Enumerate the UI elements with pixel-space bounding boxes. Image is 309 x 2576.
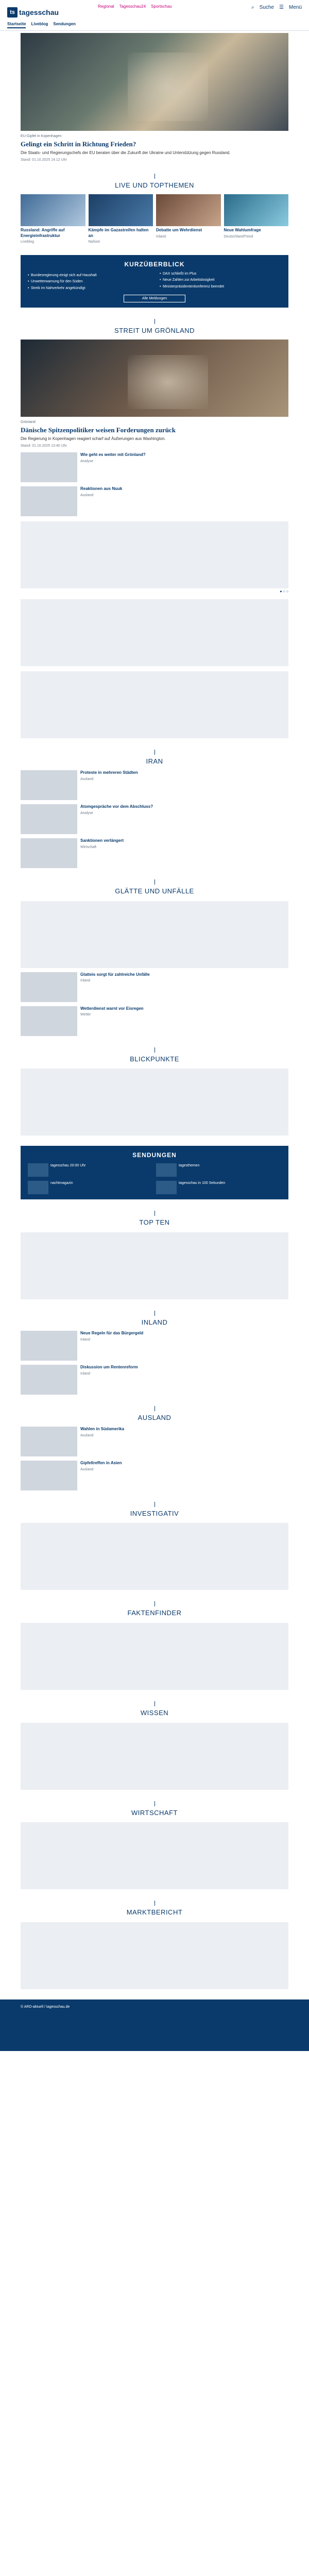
list-title[interactable]: Wetterdienst warnt vor Eisregen <box>80 1006 144 1011</box>
sendung-thumb[interactable] <box>156 1163 177 1177</box>
header-link[interactable]: Regional <box>98 4 114 9</box>
media-placeholder <box>21 1232 288 1299</box>
list-thumb[interactable] <box>21 1427 77 1456</box>
sendung-thumb[interactable] <box>28 1181 48 1194</box>
sendung-label[interactable]: tagesschau 20:00 Uhr <box>50 1164 86 1168</box>
section-title: INVESTIGATIV <box>21 1502 288 1518</box>
section-title: GLÄTTE UND UNFÄLLE <box>21 879 288 896</box>
site-footer <box>0 1999 309 2051</box>
sendung-card[interactable] <box>156 1163 281 1177</box>
hero-topline: EU-Gipfel in Kopenhagen <box>21 134 62 138</box>
media-placeholder <box>21 1723 288 1790</box>
section-teaser: Die Regierung in Kopenhagen reagiert scharf auf Äußerungen aus Washington. <box>21 436 166 441</box>
nav-item[interactable]: Sendungen <box>53 22 76 26</box>
section-image[interactable] <box>21 340 288 417</box>
sendungen-box <box>21 1146 288 1199</box>
list-title[interactable]: Wahlen in Südamerika <box>80 1426 125 1431</box>
list-title[interactable]: Glatteis sorgt für zahlreiche Unfälle <box>80 972 150 977</box>
sendung-label[interactable]: tagesthemen <box>179 1164 200 1168</box>
list-meta: Inland <box>80 1338 91 1342</box>
menu-icon[interactable]: ☰ <box>279 5 284 10</box>
card-title[interactable]: Russland: Angriffe auf Energieinfrastruktur <box>21 227 65 238</box>
sendung-card[interactable] <box>28 1181 153 1194</box>
media-placeholder <box>21 1623 288 1690</box>
card-image[interactable] <box>156 194 221 226</box>
section-topline: Grönland <box>21 420 36 424</box>
media-placeholder <box>21 671 288 738</box>
header-link[interactable]: Sportschau <box>151 4 172 9</box>
section-title: MARKTBERICHT <box>21 1901 288 1917</box>
media-placeholder <box>21 901 288 968</box>
card-title[interactable]: Kämpfe im Gazastreifen halten an <box>88 227 149 238</box>
header-link[interactable]: Tagesschau24 <box>119 4 146 9</box>
media-placeholder <box>21 1822 288 1889</box>
list-title[interactable]: Neue Regeln für das Bürgergeld <box>80 1331 144 1336</box>
list-meta: Inland <box>80 1372 91 1376</box>
kurz-item[interactable]: • Streik im Nahverkehr angekündigt <box>28 286 149 291</box>
list-item[interactable] <box>21 804 288 834</box>
site-header <box>0 0 309 31</box>
box-title: KURZÜBERBLICK <box>124 260 185 268</box>
list-item[interactable] <box>21 452 288 482</box>
section-title: TOP TEN <box>21 1211 288 1227</box>
list-item[interactable] <box>21 1331 288 1361</box>
list-thumb[interactable] <box>21 452 77 482</box>
nav-item[interactable]: Startseite <box>7 22 26 28</box>
top-card[interactable] <box>224 194 289 245</box>
list-meta: Wetter <box>80 1013 91 1017</box>
kurz-item[interactable]: • Unwetterwarnung für den Süden <box>28 279 149 284</box>
logo-mark: ts <box>7 7 18 18</box>
section-headline[interactable]: Dänische Spitzenpolitiker weisen Forderungen zurück <box>21 426 176 434</box>
list-item[interactable] <box>21 770 288 800</box>
list-thumb[interactable] <box>21 838 77 868</box>
list-item[interactable] <box>21 1427 288 1456</box>
list-item[interactable] <box>21 486 288 516</box>
list-item[interactable] <box>21 1365 288 1395</box>
list-thumb[interactable] <box>21 972 77 1002</box>
list-item[interactable] <box>21 838 288 868</box>
card-meta: Inland <box>156 234 166 239</box>
sendung-thumb[interactable] <box>28 1163 48 1177</box>
kurz-item[interactable]: • DAX schließt im Plus <box>160 272 281 276</box>
section-title: AUSLAND <box>21 1406 288 1422</box>
hero-teaser[interactable] <box>21 33 288 162</box>
top-card[interactable] <box>89 194 153 245</box>
list-title[interactable]: Diskussion um Rentenreform <box>80 1365 138 1370</box>
card-title[interactable]: Neue Wahlumfrage <box>224 227 261 232</box>
box-title: SENDUNGEN <box>132 1151 177 1159</box>
section-hero[interactable] <box>21 340 288 448</box>
list-title[interactable]: Gipfeltreffen in Asien <box>80 1460 122 1465</box>
list-meta: Ausland <box>80 777 94 781</box>
header-icons <box>251 4 302 11</box>
list-thumb[interactable] <box>21 1365 77 1395</box>
card-image[interactable] <box>224 194 289 226</box>
list-item[interactable] <box>21 1461 288 1490</box>
media-placeholder <box>21 521 288 588</box>
list-thumb[interactable] <box>21 1006 77 1036</box>
sendung-thumb[interactable] <box>156 1181 177 1194</box>
hero-image[interactable] <box>21 33 288 131</box>
card-meta: DeutschlandTrend <box>224 234 253 239</box>
section-title: IRAN <box>21 750 288 766</box>
hero-meta: Stand: 01.10.2025 14:12 Uhr <box>21 158 67 162</box>
list-thumb[interactable] <box>21 1461 77 1490</box>
list-thumb[interactable] <box>21 804 77 834</box>
kurz-list <box>28 272 281 292</box>
list-meta: Ausland <box>80 493 94 497</box>
carousel-dots[interactable]: ● ○ ○ <box>280 590 288 594</box>
list-item[interactable] <box>21 1006 288 1036</box>
header-links <box>98 4 172 10</box>
section-title: LIVE UND TOPTHEMEN <box>21 174 288 190</box>
list-thumb[interactable] <box>21 770 77 800</box>
list-meta: Inland <box>80 979 91 983</box>
sendung-label[interactable]: tagesschau in 100 Sekunden <box>179 1181 226 1185</box>
section-title: WISSEN <box>21 1701 288 1718</box>
list-meta: Analyse <box>80 811 93 815</box>
list-title[interactable]: Wie geht es weiter mit Grönland? <box>80 452 146 457</box>
kurz-item[interactable]: • Bundesregierung einigt sich auf Haushalt <box>28 273 149 278</box>
section-meta: Stand: 01.10.2025 13:40 Uhr <box>21 444 67 448</box>
top-card[interactable] <box>156 194 221 245</box>
top-card[interactable] <box>21 194 85 245</box>
kurzueberblick-box <box>21 255 288 308</box>
card-meta: Liveblog <box>21 240 35 244</box>
menu-label[interactable]: Menü <box>288 5 302 10</box>
media-placeholder <box>21 1523 288 1590</box>
list-title[interactable]: Proteste in mehreren Städten <box>80 770 138 775</box>
nav-item[interactable]: Liveblog <box>31 22 48 26</box>
sendung-card[interactable] <box>28 1163 153 1177</box>
footer-text: © ARD-aktuell / tagesschau.de <box>21 2005 70 2009</box>
hero-teaser-text: Die Staats- und Regierungschefs der EU beraten über die Zukunft der Ukraine und Unterstützung gegen Russland. <box>21 150 231 155</box>
list-title[interactable]: Reaktionen aus Nuuk <box>80 486 123 491</box>
list-item[interactable] <box>21 972 288 1002</box>
card-image[interactable] <box>89 194 153 226</box>
search-icon[interactable]: ⌕ <box>251 5 254 10</box>
section-title: STREIT UM GRÖNLAND <box>21 319 288 335</box>
list-meta: Ausland <box>80 1467 94 1471</box>
kurz-item[interactable]: • Ministerpräsidentenkonferenz beendet <box>160 284 281 289</box>
list-title[interactable]: Atomgespräche vor dem Abschluss? <box>80 804 153 809</box>
media-placeholder <box>21 1069 288 1136</box>
sendung-label[interactable]: nachtmagazin <box>50 1181 73 1185</box>
card-title[interactable]: Debatte um Wehrdienst <box>156 227 202 232</box>
list-title[interactable]: Sanktionen verlängert <box>80 838 124 843</box>
logo-text: tagesschau <box>19 8 59 16</box>
section-title: WIRTSCHAFT <box>21 1801 288 1818</box>
list-thumb[interactable] <box>21 1331 77 1361</box>
hero-headline[interactable]: Gelingt ein Schritt in Richtung Frieden? <box>21 140 136 148</box>
main-nav <box>7 22 76 28</box>
section-title: FAKTENFINDER <box>21 1601 288 1618</box>
list-meta: Ausland <box>80 1433 94 1437</box>
media-placeholder <box>21 1922 288 1989</box>
sendung-card[interactable] <box>156 1181 281 1194</box>
top-cards <box>21 194 288 245</box>
list-meta: Analyse <box>80 459 93 463</box>
list-thumb[interactable] <box>21 486 77 516</box>
card-meta: Nahost <box>88 240 100 244</box>
card-image[interactable] <box>21 194 85 226</box>
site-logo[interactable] <box>7 7 59 18</box>
section-title: INLAND <box>21 1311 288 1327</box>
kurz-item[interactable]: • Neue Zahlen zur Arbeitslosigkeit <box>160 278 281 282</box>
more-button[interactable]: Alle Meldungen <box>124 295 185 302</box>
section-title: BLICKPUNKTE <box>21 1047 288 1064</box>
search-label[interactable]: Suche <box>259 5 274 10</box>
media-placeholder <box>21 599 288 666</box>
list-meta: Wirtschaft <box>80 845 97 849</box>
